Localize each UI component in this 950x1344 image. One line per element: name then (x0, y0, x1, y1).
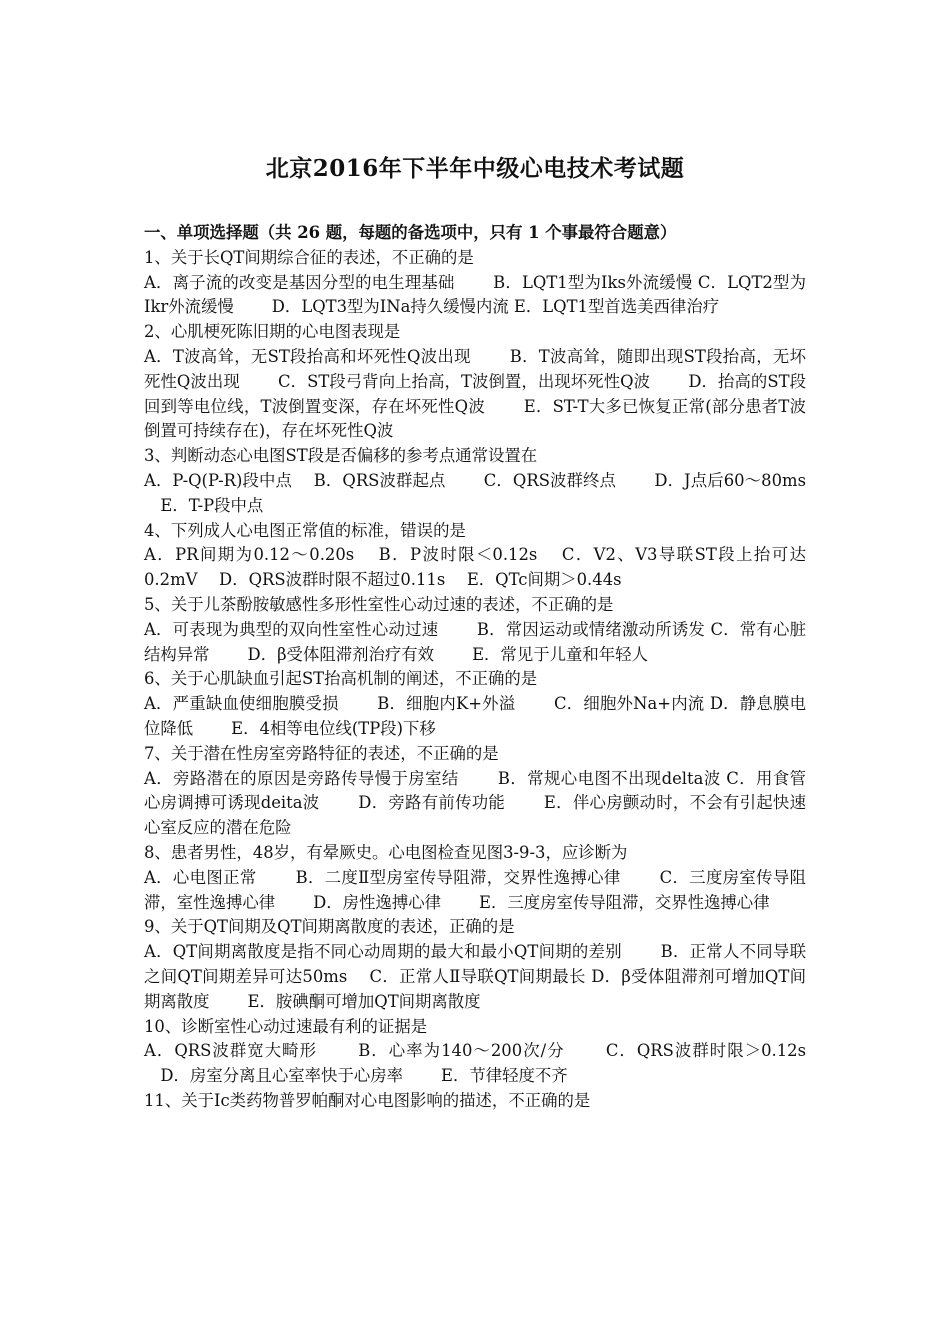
question-stem: 4、下列成人心电图正常值的标准，错误的是 (144, 520, 466, 540)
question-stem: 2、心肌梗死陈旧期的心电图表现是 (144, 322, 401, 342)
question-stem: 6、关于心肌缺血引起ST抬高机制的阐述，不正确的是 (144, 669, 538, 689)
question-options: A．T波高耸，无ST段抬高和坏死性Q波出现 B．T波高耸，随即出现ST段抬高，无坏死性Q波出现 C．ST段弓背向上抬高，T波倒置，出现坏死性Q波 D．抬高的ST段回到等电位线，T波倒置变深，存在坏死性Q波 E．ST-T大多已恢复正常(部分患者T波倒置可持续存在)，存在坏死性Q波 (144, 346, 806, 441)
question-options: A．可表现为典型的双向性室性心动过速 B．常因运动或情绪激动所诱发 C．常有心脏结构异常 D．β受体阻滞剂治疗有效 E．常见于儿童和年轻人 (144, 619, 806, 664)
question-stem: 7、关于潜在性房室旁路特征的表述，不正确的是 (144, 743, 499, 763)
question-stem: 1、关于长QT间期综合征的表述，不正确的是 (144, 247, 474, 267)
question-options: A．旁路潜在的原因是旁路传导慢于房室结 B．常规心电图不出现delta波 C．用食管心房调搏可诱现deita波 D．旁路有前传功能 E．伴心房颤动时，不会有引起快速心室反应的潜在危险 (144, 768, 806, 838)
question-stem: 5、关于儿茶酚胺敏感性多形性室性心动过速的表述，不正确的是 (144, 594, 614, 614)
question-options: A．严重缺血使细胞膜受损 B．细胞内K+外溢 C．细胞外Na+内流 D．静息膜电位降低 E．4相等电位线(TP段)下移 (144, 694, 806, 738)
question-options: A．QT间期离散度是指不同心动周期的最大和最小QT间期的差别 B．正常人不同导联之间QT间期差异可达50ms C．正常人Ⅱ导联QT间期最长 D．β受体阻滞剂可增加QT间期离散度 E．胺碘酮可增加QT间期离散度 (144, 942, 806, 1011)
question-options: A．心电图正常 B．二度Ⅱ型房室传导阻滞，交界性逸搏心律 C．三度房室传导阻滞，室性逸搏心律 D．房性逸搏心律 E．三度房室传导阻滞，交界性逸搏心律 (144, 867, 806, 912)
question-options: A．PR间期为0.12～0.20s B．P波时限＜0.12s C．V2、V3导联ST段上抬可达0.2mV D．QRS波群时限不超过0.11s E．QTc间期＞0.44s (144, 545, 806, 590)
question-3 (144, 444, 806, 518)
document-title: 北京2016年下半年中级心电技术考试题 (265, 155, 685, 182)
question-1 (144, 246, 806, 320)
question-6 (144, 667, 806, 741)
question-11 (144, 1089, 806, 1114)
question-options: A．QRS波群宽大畸形 B．心率为140～200次/分 C．QRS波群时限＞0.12s D．房室分离且心室率快于心房率 E．节律轻度不齐 (144, 1041, 806, 1086)
question-options: A．P-Q(P-R)段中点 B．QRS波群起点 C．QRS波群终点 D．J点后60～80ms E．T-P段中点 (144, 470, 806, 515)
question-4 (144, 519, 806, 593)
question-5 (144, 593, 806, 667)
question-9 (144, 915, 806, 1014)
question-8 (144, 841, 806, 915)
question-7 (144, 742, 806, 841)
question-10 (144, 1015, 806, 1089)
question-stem: 10、诊断室性心动过速最有利的证据是 (144, 1016, 428, 1036)
question-stem: 11、关于Ⅰc类药物普罗帕酮对心电图影响的描述，不正确的是 (144, 1090, 591, 1110)
question-stem: 8、患者男性，48岁，有晕厥史。心电图检查见图3-9-3，应诊断为 (144, 842, 628, 862)
question-options: A．离子流的改变是基因分型的电生理基础 B．LQT1型为Iks外流缓慢 C．LQT2型为Ikr外流缓慢 D．LQT3型为INa持久缓慢内流 E．LQT1型首选美西律治疗 (144, 272, 806, 317)
question-stem: 3、判断动态心电图ST段是否偏移的参考点通常设置在 (144, 446, 538, 466)
question-2 (144, 320, 806, 444)
question-stem: 9、关于QT间期及QT间期离散度的表述，正确的是 (144, 917, 515, 937)
section-heading: 一、单项选择题（共 26 题，每题的备选项中，只有 1 个事最符合题意） (144, 223, 677, 242)
document-body (144, 221, 806, 1114)
